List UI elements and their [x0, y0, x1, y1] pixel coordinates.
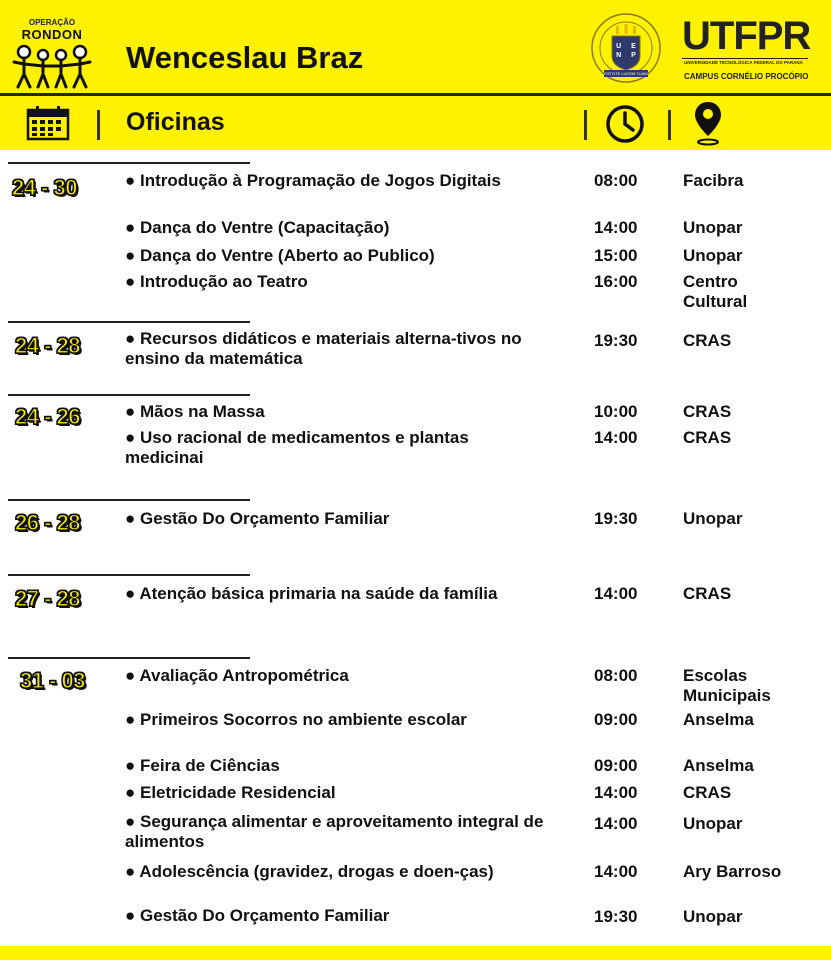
activity-name: ● Adolescência (gravidez, drogas e doen-ças) — [125, 862, 494, 881]
activity-time: 14:00 — [594, 783, 638, 802]
calendar-icon — [26, 105, 70, 141]
activity-time: 15:00 — [594, 246, 638, 265]
uenp-letters: U E N P — [616, 43, 636, 59]
activity-place: Anselma — [683, 756, 754, 775]
page-title: Wenceslau Braz — [126, 40, 364, 75]
activity-place: CRAS — [683, 584, 732, 603]
utfpr-campus: CAMPUS CORNÉLIO PROCÓPIO — [684, 72, 809, 81]
utfpr-logo — [682, 14, 810, 86]
activity-place: CRAS — [683, 428, 732, 447]
activity-time: 14:00 — [594, 814, 638, 833]
activity-time: 09:00 — [594, 710, 638, 729]
activity-time: 09:00 — [594, 756, 638, 775]
activity-time: 14:00 — [594, 428, 638, 447]
activity-place: CRAS — [683, 331, 732, 350]
activity-name: ● Dança do Ventre (Aberto ao Publico) — [125, 246, 435, 265]
date-range: 24 - 26 — [15, 404, 80, 429]
activity-place: Escolas Municipais — [683, 666, 771, 705]
utfpr-wordmark: UTFPR — [682, 14, 811, 58]
section-divider — [8, 394, 250, 396]
subheader-separator — [668, 110, 671, 140]
date-range: 31 - 03 — [20, 668, 85, 693]
activity-place: Unopar — [683, 246, 743, 265]
clock-icon — [605, 104, 645, 144]
subheader-separator — [584, 110, 587, 140]
utfpr-subtitle: UNIVERSIDADE TECNOLÓGICA FEDERAL DO PARANÁ — [684, 60, 803, 65]
section-divider — [8, 321, 250, 323]
date-range: 24 - 28 — [15, 333, 80, 358]
activity-name: ● Primeiros Socorros no ambiente escolar — [125, 710, 467, 729]
footer-bar — [0, 946, 831, 960]
activity-time: 14:00 — [594, 584, 638, 603]
activity-name: ● Gestão Do Orçamento Familiar — [125, 906, 390, 925]
activity-name: ● Avaliação Antropométrica — [125, 666, 349, 685]
activity-time: 14:00 — [594, 862, 638, 881]
activity-name: ● Dança do Ventre (Capacitação) — [125, 218, 390, 237]
activity-time: 19:30 — [594, 907, 638, 926]
uenp-motto: ESTOTE LUCEM TUAM — [604, 71, 648, 76]
activity-time: 10:00 — [594, 402, 638, 421]
activity-place: CRAS — [683, 783, 732, 802]
activity-name: ● Atenção básica primaria na saúde da família — [125, 584, 498, 603]
activity-name: ● Mãos na Massa — [125, 402, 265, 421]
activity-time: 08:00 — [594, 666, 638, 685]
activity-name: ● Recursos didáticos e materiais alterna-tivos no ensino da matemática — [125, 329, 522, 368]
date-range: 26 - 28 — [15, 510, 80, 535]
section-divider — [8, 499, 250, 501]
activity-time: 16:00 — [594, 272, 638, 291]
activity-place: CRAS — [683, 402, 732, 421]
activity-name: ● Introdução ao Teatro — [125, 272, 308, 291]
activity-place: Anselma — [683, 710, 754, 729]
activity-name: ● Uso racional de medicamentos e plantas medicinai — [125, 428, 469, 467]
activity-time: 19:30 — [594, 331, 638, 350]
utfpr-divider — [682, 58, 808, 59]
activity-name: ● Segurança alimentar e aproveitamento integral de alimentos — [125, 812, 544, 851]
uenp-logo — [590, 12, 662, 84]
section-divider — [8, 657, 250, 659]
activity-place: Unopar — [683, 814, 743, 833]
activity-time: 19:30 — [594, 509, 638, 528]
activity-time: 14:00 — [594, 218, 638, 237]
rondon-logo-small-text: OPERAÇÃO — [28, 18, 76, 27]
date-range: 27 - 28 — [15, 586, 80, 611]
section-divider — [8, 162, 250, 164]
activity-place: Centro Cultural — [683, 272, 748, 311]
location-pin-icon — [693, 100, 723, 146]
activity-name: ● Introdução à Programação de Jogos Digitais — [125, 171, 501, 190]
operacao-rondon-logo — [12, 18, 92, 90]
rondon-logo-text: RONDON — [21, 27, 83, 42]
activity-name: ● Eletricidade Residencial — [125, 783, 336, 802]
section-title: Oficinas — [126, 108, 225, 136]
activity-place: Facibra — [683, 171, 744, 190]
activity-name: ● Gestão Do Orçamento Familiar — [125, 509, 390, 528]
activity-place: Ary Barroso — [683, 862, 782, 881]
activity-place: Unopar — [683, 509, 743, 528]
activity-time: 08:00 — [594, 171, 638, 190]
date-range: 24 - 30 — [12, 175, 77, 200]
activity-place: Unopar — [683, 218, 743, 237]
subheader-separator — [97, 110, 100, 140]
activity-name: ● Feira de Ciências — [125, 756, 280, 775]
activity-place: Unopar — [683, 907, 743, 926]
people-icon — [12, 42, 92, 90]
section-divider — [8, 574, 250, 576]
